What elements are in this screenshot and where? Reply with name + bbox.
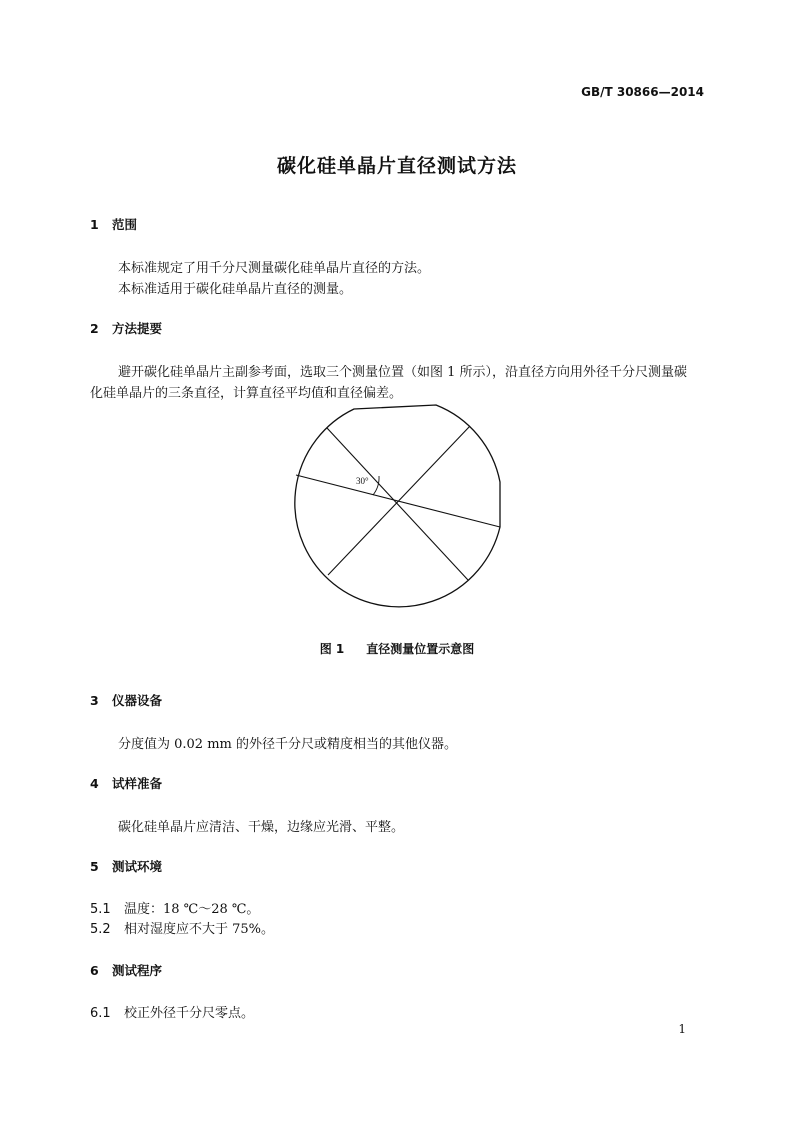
scope-paragraph-1: 本标准规定了用千分尺测量碳化硅单晶片直径的方法。	[118, 261, 431, 276]
figure-number: 图 1	[319, 642, 345, 656]
item-text: 校正外径千分尺零点。	[124, 1006, 255, 1021]
section-heading-apparatus	[90, 691, 162, 709]
section-number: 4	[90, 776, 99, 791]
section-heading-principle	[90, 319, 162, 337]
figure-caption	[0, 640, 794, 657]
section-title: 范围	[112, 217, 138, 232]
section-title: 方法提要	[112, 321, 163, 336]
section-heading-sample	[90, 774, 162, 792]
wafer-outline	[295, 405, 500, 607]
environment-item-humidity	[90, 918, 274, 937]
item-text: 温度：18 ℃～28 ℃。	[124, 902, 260, 917]
section-title: 测试程序	[112, 963, 163, 978]
scope-paragraph-2: 本标准适用于碳化硅单晶片直径的测量。	[118, 282, 353, 297]
standard-number: GB/T 30866—2014	[581, 85, 704, 99]
section-number: 3	[90, 693, 99, 708]
sample-paragraph: 碳化硅单晶片应清洁、干燥，边缘应光滑、平整。	[118, 820, 405, 835]
measurement-line-2	[328, 426, 470, 575]
section-number: 2	[90, 321, 99, 336]
section-heading-environment	[90, 857, 162, 875]
principle-paragraph-line-1: 避开碳化硅单晶片主副参考面，选取三个测量位置（如图 1 所示），沿直径方向用外径千分尺测量碳	[118, 365, 688, 380]
page-number: 1	[678, 1022, 686, 1036]
item-number: 6.1	[90, 1006, 111, 1021]
item-number: 5.1	[90, 902, 111, 917]
figure-title: 直径测量位置示意图	[366, 642, 475, 656]
section-heading-scope	[90, 215, 137, 233]
angle-label: 30°	[356, 476, 369, 486]
section-number: 1	[90, 217, 99, 232]
section-title: 仪器设备	[112, 693, 163, 708]
apparatus-paragraph: 分度值为 0.02 mm 的外径千分尺或精度相当的其他仪器。	[118, 737, 457, 752]
item-text: 相对湿度应不大于 75%。	[124, 922, 275, 937]
section-number: 5	[90, 859, 99, 874]
procedure-item-calibrate	[90, 1002, 254, 1021]
section-title: 试样准备	[112, 776, 163, 791]
environment-item-temperature	[90, 898, 259, 917]
page-title: 碳化硅单晶片直径测试方法	[276, 155, 517, 177]
item-number: 5.2	[90, 922, 111, 937]
principle-paragraph-line-2: 化硅单晶片的三条直径，计算直径平均值和直径偏差。	[90, 386, 403, 401]
section-heading-procedure	[90, 961, 162, 979]
section-number: 6	[90, 963, 99, 978]
diameter-measurement-figure	[284, 397, 516, 615]
section-title: 测试环境	[112, 859, 163, 874]
